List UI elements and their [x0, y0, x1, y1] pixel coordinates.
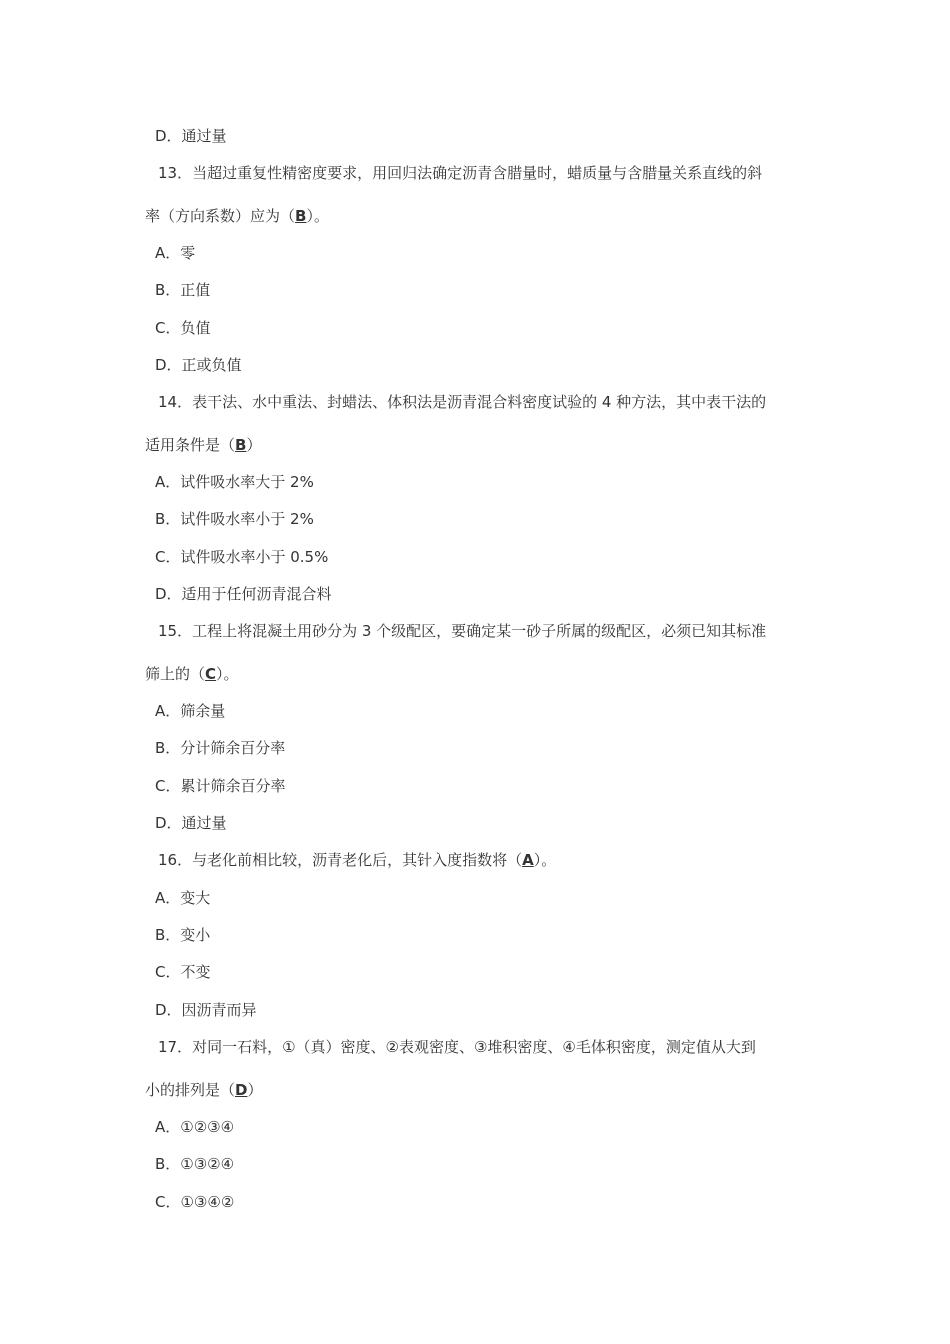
option-line: D．因沥青而异: [155, 1001, 257, 1019]
option-line: D．适用于任何沥青混合料: [155, 585, 332, 603]
option-line: A．筛余量: [155, 702, 226, 720]
question-text: ）。: [533, 851, 557, 869]
question-15-continuation: [145, 664, 239, 684]
answer-letter: B: [235, 436, 247, 454]
question-13: 13．当超过重复性精密度要求，用回归法确定沥青含腊量时，蜡质量与含腊量关系直线的斜: [158, 164, 763, 182]
option-line: B．①③②④: [155, 1155, 235, 1173]
question-text: 小的排列是（: [145, 1081, 236, 1099]
answer-letter: C: [205, 665, 217, 683]
question-text: ）: [246, 436, 262, 454]
option-line: B．分计筛余百分率: [155, 739, 286, 757]
question-text: 率（方向系数）应为（: [145, 207, 296, 225]
question-14-continuation: [145, 435, 261, 455]
option-line: C．①③④②: [155, 1193, 235, 1211]
option-line: A．①②③④: [155, 1118, 235, 1136]
option-line: B．变小: [155, 926, 211, 944]
question-14: 14．表干法、水中重法、封蜡法、体积法是沥青混合料密度试验的 4 种方法，其中表干法的: [158, 393, 767, 411]
question-text: ）。: [306, 207, 329, 225]
option-line: D．正或负值: [155, 356, 242, 374]
question-text: 适用条件是（: [145, 436, 236, 454]
option-line: D．通过量: [155, 814, 227, 832]
question-16: [158, 850, 556, 870]
question-text: ）: [247, 1081, 263, 1099]
answer-letter: A: [522, 851, 534, 869]
question-15: 15．工程上将混凝土用砂分为 3 个级配区，要确定某一砂子所属的级配区，必须已知其标准: [158, 622, 767, 640]
option-line: A．变大: [155, 889, 211, 907]
option-line: C．试件吸水率小于 0.5%: [155, 548, 329, 566]
answer-letter: D: [235, 1081, 248, 1099]
question-17-continuation: [145, 1080, 262, 1100]
answer-letter: B: [295, 207, 307, 225]
option-line: C．负值: [155, 319, 211, 337]
option-line: A．零: [155, 244, 196, 262]
option-line: B．正值: [155, 281, 211, 299]
question-text: 16．与老化前相比较，沥青老化后，其针入度指数将（: [158, 851, 523, 869]
option-line: A．试件吸水率大于 2%: [155, 473, 314, 491]
question-17: 17．对同一石料，①（真）密度、②表观密度、③堆积密度、④毛体积密度，测定值从大到: [158, 1038, 756, 1056]
option-line: C．不变: [155, 963, 211, 981]
question-text: ）。: [216, 665, 239, 683]
option-line: B．试件吸水率小于 2%: [155, 510, 314, 528]
option-line: D．通过量: [155, 127, 227, 145]
option-line: C．累计筛余百分率: [155, 777, 286, 795]
question-text: 筛上的（: [145, 665, 206, 683]
question-13-continuation: [145, 206, 329, 226]
